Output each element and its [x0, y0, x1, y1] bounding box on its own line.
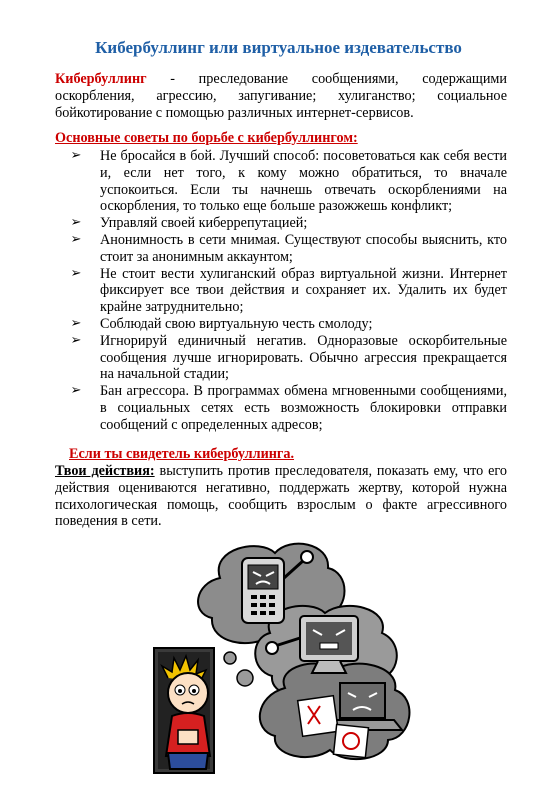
- intro-term: Кибербуллинг: [55, 71, 147, 87]
- arrow-bullet-icon: ➢: [70, 148, 82, 163]
- page-title: Кибербуллинг или виртуальное издевательство: [95, 38, 462, 57]
- intro-text: - преследование сообщениями, содержащими оскорбления, агрессию, запугивание; хулиганство; социальное бойкотирование с помощью различных интернет-сервисов.: [55, 71, 507, 121]
- list-item: ➢ Бан агрессора. В программах обмена мгновенными сообщениями, в социальных сетях есть возможность блокировки отправки сообщений с определенных адресов;: [70, 383, 507, 433]
- actions-text: выступить против преследователя, показать ему, что его действия оцениваются негативно, поддержать жертву, которой нужна психологическая помощь, сообщить взрослым о факте агрессивного поведения в сети.: [55, 463, 507, 530]
- list-item: ➢ Не бросайся в бой. Лучший способ: посоветоваться как себя вести и, если нет того, к кому можно обратиться, то вначале успокоиться. Если ты начнешь отвечать оскорблениями на оскорбления, то только еще больше разожжешь конфликт;: [70, 148, 507, 215]
- list-item: ➢ Не стоит вести хулиганский образ виртуальной жизни. Интернет фиксирует все твои действия и сохраняет их. Удалить их будет крайне затруднительно;: [70, 265, 507, 316]
- advice-heading: Основные советы по борьбе с кибербуллингом:: [55, 130, 358, 146]
- cyberbullying-illustration: [150, 538, 420, 783]
- arrow-bullet-icon: ➢: [70, 315, 82, 331]
- intro-paragraph: [55, 71, 507, 121]
- scared-child-icon: [154, 648, 214, 773]
- arrow-bullet-icon: ➢: [70, 383, 82, 399]
- list-item: ➢ Соблюдай свою виртуальную честь смолоду;: [70, 315, 373, 332]
- arrow-bullet-icon: ➢: [70, 231, 82, 247]
- tips-list: [55, 148, 507, 434]
- actions-label: Твои действия:: [55, 463, 155, 479]
- arrow-bullet-icon: ➢: [70, 332, 82, 348]
- list-item: ➢ Анонимность в сети мнимая. Существуют способы выяснить, кто стоит за анонимным аккаунтом;: [70, 231, 507, 265]
- witness-heading: Если ты свидетель кибербуллинга.: [69, 446, 295, 462]
- arrow-bullet-icon: ➢: [70, 265, 82, 281]
- list-item: ➢ Управляй своей киберрепутацией;: [70, 215, 308, 232]
- arrow-bullet-icon: ➢: [70, 215, 82, 231]
- list-item: ➢ Игнорируй единичный негатив. Одноразовые оскорбительные сообщения лучше игнорировать. Обычно агрессия прекращается на начальной стадии;: [70, 332, 507, 383]
- actions-paragraph: [55, 463, 507, 530]
